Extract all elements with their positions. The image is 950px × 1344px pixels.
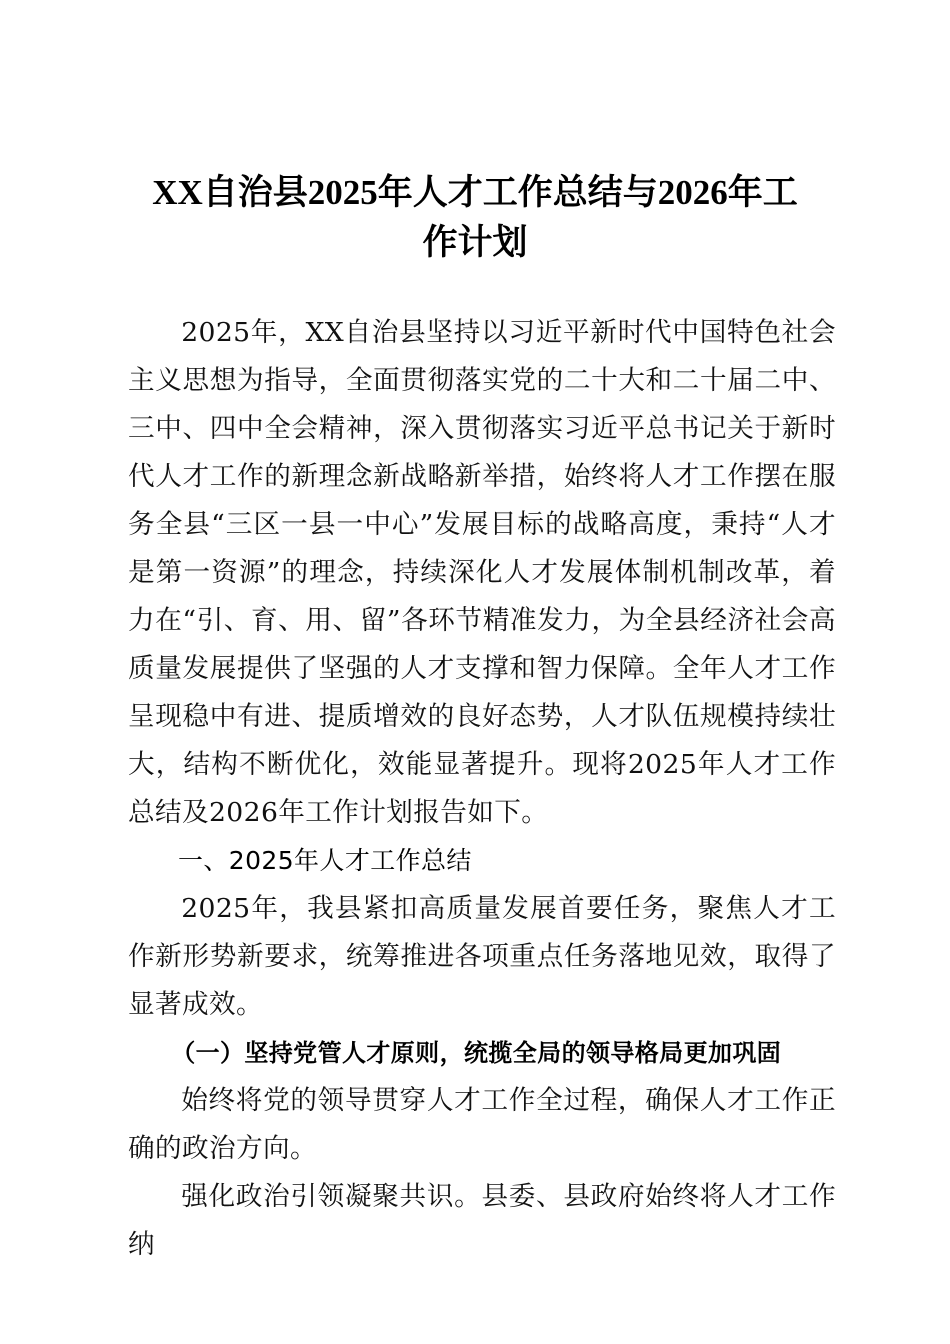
section-1-heading: 一、2025年人才工作总结 <box>178 846 472 875</box>
title-line-2: 作计划 <box>422 223 528 262</box>
subsection-1-heading: （一）坚持党管人才原则，统揽全局的领导格局更加巩固 <box>171 1039 782 1067</box>
section-1-paragraph: 2025年，我县紧扣高质量发展首要任务，聚焦人才工作新形势新要求，统筹推进各项重点任务落地见效，取得了显著成效。 <box>128 893 836 1020</box>
subsection-1-paragraph-2: 强化政治引领凝聚共识。县委、县政府始终将人才工作纳 <box>128 1181 836 1260</box>
subsection-1-paragraph: 始终将党的领导贯穿人才工作全过程，确保人才工作正确的政治方向。 <box>128 1085 836 1164</box>
document-body <box>128 309 836 1269</box>
intro-paragraph: 2025年，XX自治县坚持以习近平新时代中国特色社会主义思想为指导，全面贯彻落实党的二十大和二十届二中、三中、四中全会精神，深入贯彻落实习近平总书记关于新时代人才工作的新理念新战略新举措，始终将人才工作摆在服务全县“三区一县一中心”发展目标的战略高度，秉持“人才是第一资源”的理念，持续深化人才发展体制机制改革，着力在“引、育、用、留”各环节精准发力，为全县经济社会高质量发展提供了坚强的人才支撑和智力保障。全年人才工作呈现稳中有进、提质增效的良好态势，人才队伍规模持续壮大，结构不断优化，效能显著提升。现将2025年人才工作总结及2026年工作计划报告如下。 <box>128 317 836 828</box>
title-line-1: XX自治县2025年人才工作总结与2026年工 <box>152 173 798 212</box>
document-title <box>120 168 830 268</box>
